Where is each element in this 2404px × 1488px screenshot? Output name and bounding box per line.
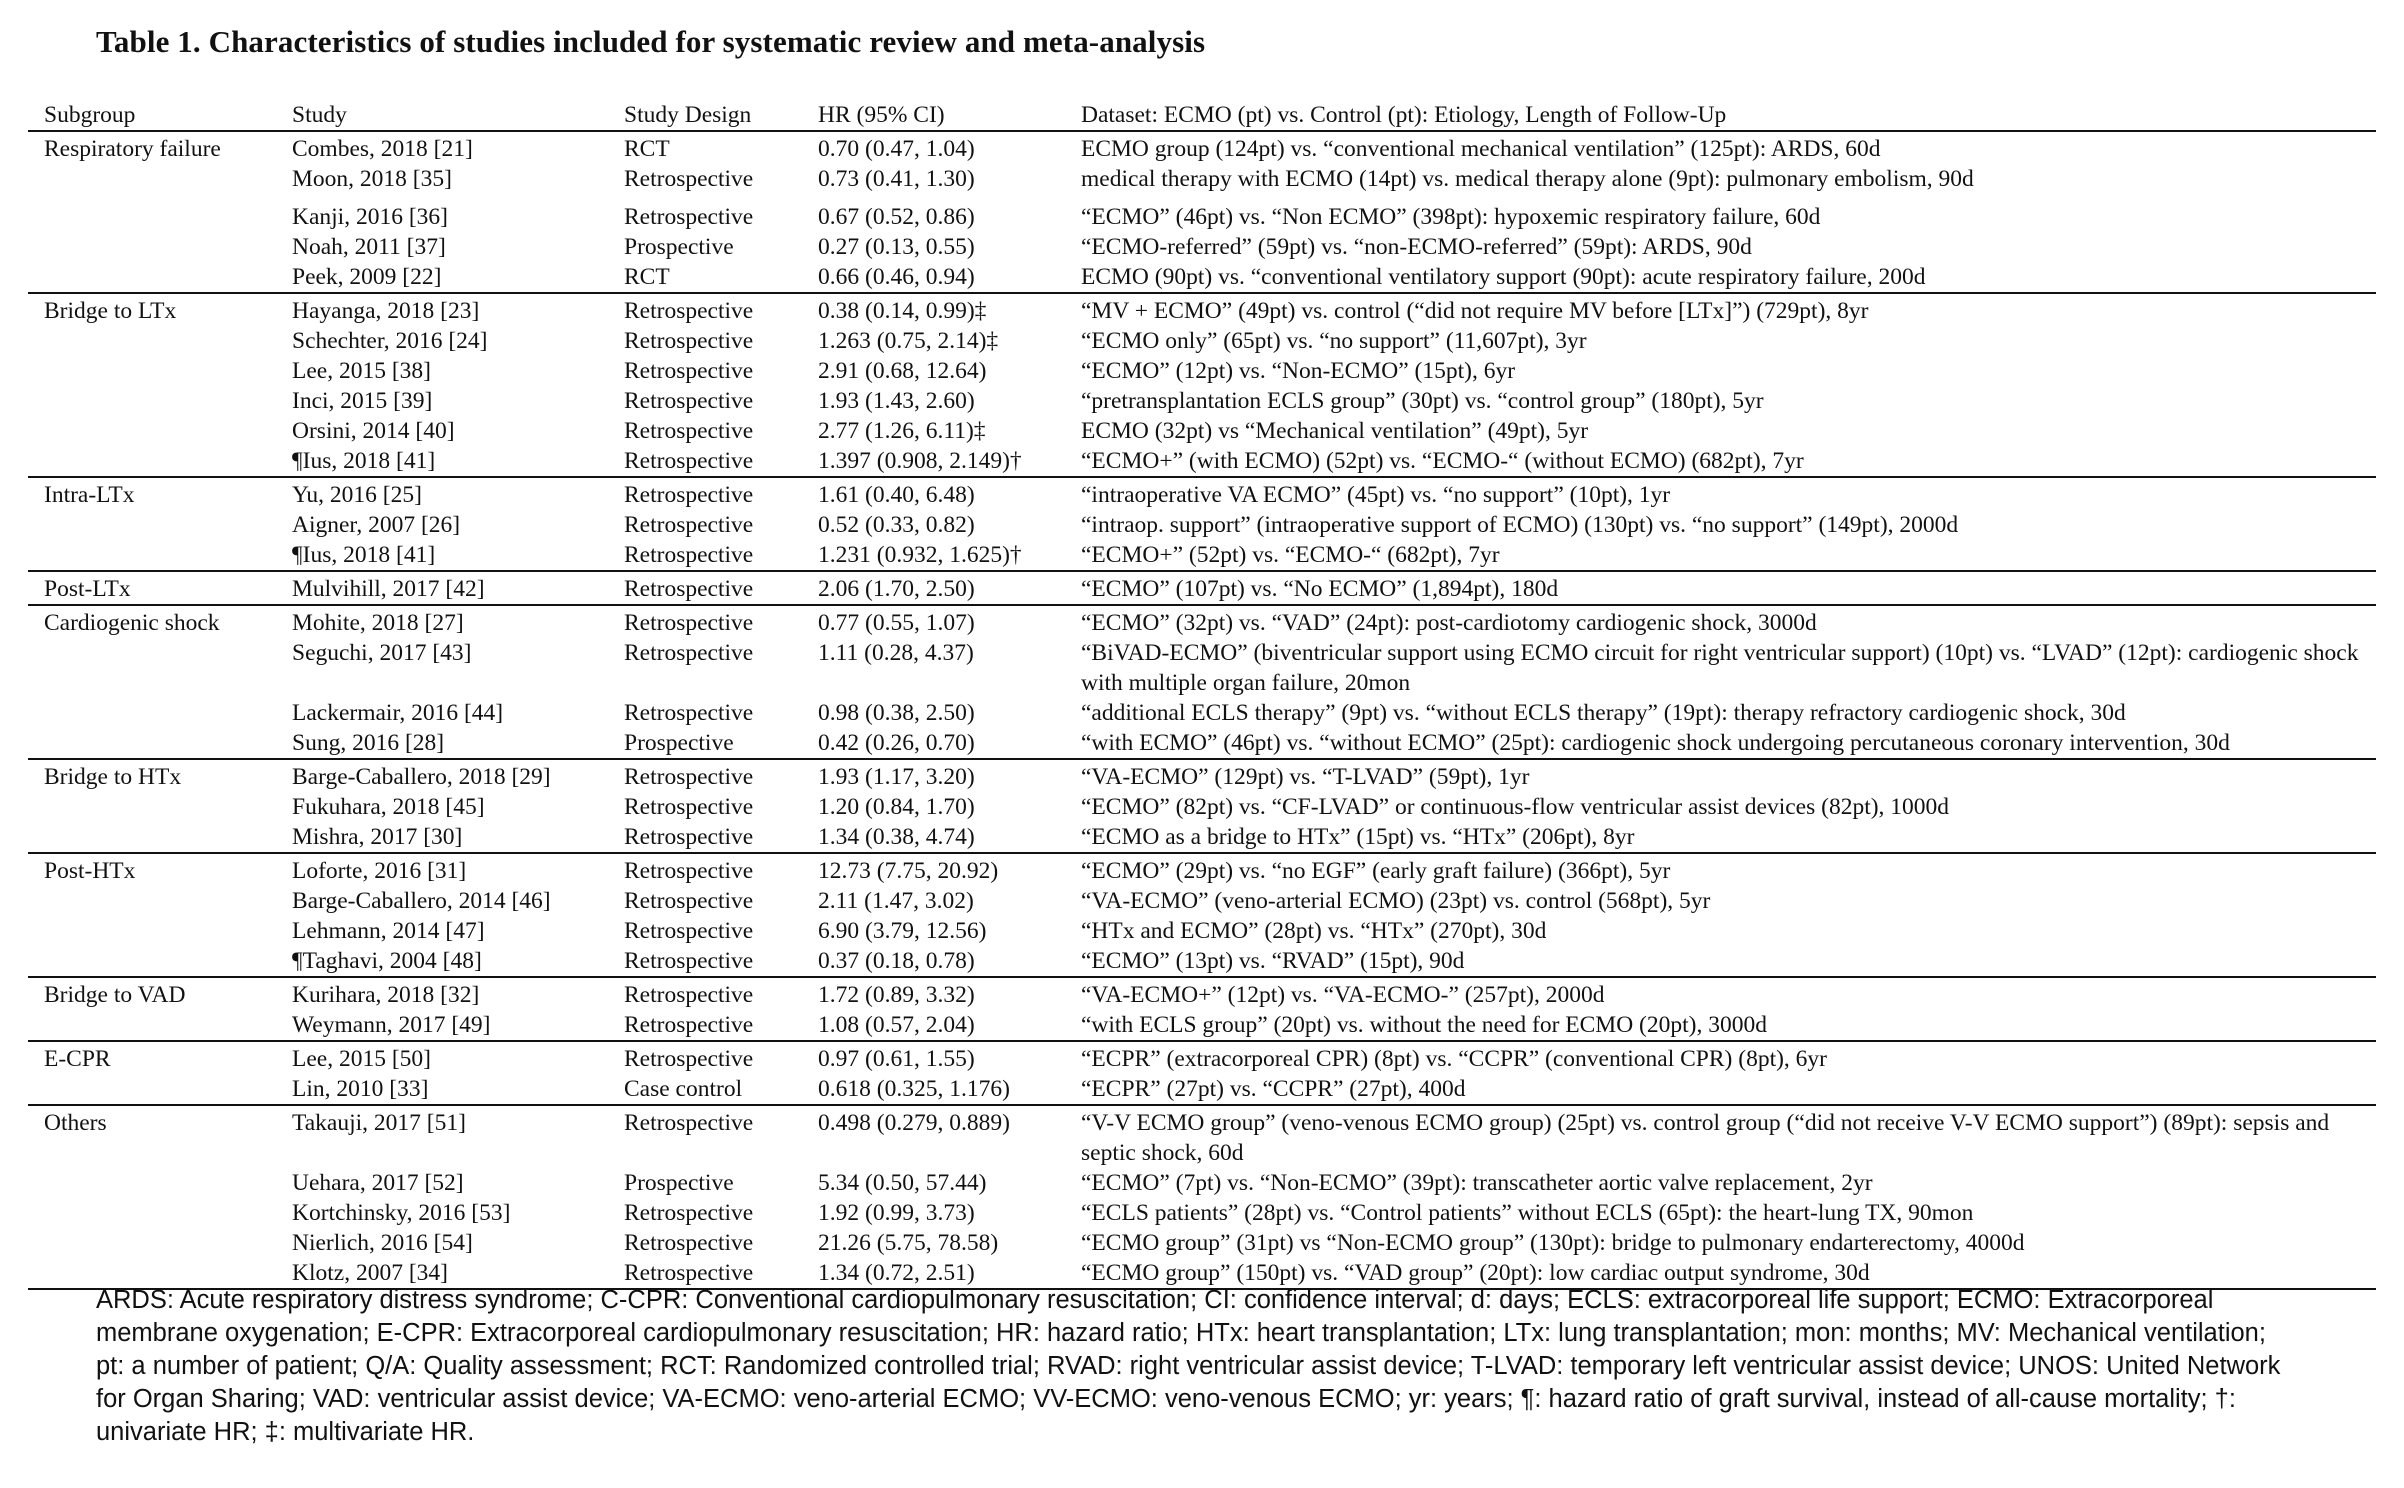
dataset-cell: ECMO group (124pt) vs. “conventional mechanical ventilation” (125pt): ARDS, 60d: [1081, 136, 1881, 162]
design-cell: Retrospective: [624, 204, 754, 230]
dataset-cell: “intraoperative VA ECMO” (45pt) vs. “no support” (10pt), 1yr: [1081, 482, 1671, 508]
hr-cell: 1.231 (0.932, 1.625)†: [818, 542, 1022, 568]
hr-cell: 1.397 (0.908, 2.149)†: [818, 448, 1022, 474]
design-cell: Prospective: [624, 1170, 734, 1196]
table-row: [28, 232, 2376, 262]
study-cell: Moon, 2018 [35]: [292, 166, 452, 192]
study-cell: Kurihara, 2018 [32]: [292, 982, 480, 1008]
study-cell: Klotz, 2007 [34]: [292, 1260, 448, 1286]
design-cell: Retrospective: [624, 918, 754, 944]
study-cell: Combes, 2018 [21]: [292, 136, 473, 162]
table-row: [28, 202, 2376, 232]
study-cell: Kanji, 2016 [36]: [292, 204, 448, 230]
subgroup-section: [28, 1104, 2376, 1288]
design-cell: Retrospective: [624, 512, 754, 538]
subgroup-cell: Bridge to HTx: [44, 764, 182, 790]
design-cell: Retrospective: [624, 166, 754, 192]
hr-cell: 5.34 (0.50, 57.44): [818, 1170, 987, 1196]
hr-cell: 1.72 (0.89, 3.32): [818, 982, 975, 1008]
hr-cell: 1.20 (0.84, 1.70): [818, 794, 975, 820]
design-cell: Retrospective: [624, 1230, 754, 1256]
dataset-cell: “VA-ECMO” (veno-arterial ECMO) (23pt) vs. control (568pt), 5yr: [1081, 888, 1711, 914]
subgroup-section: [28, 130, 2376, 292]
table-row: [28, 946, 2376, 976]
dataset-cell: “ECLS patients” (28pt) vs. “Control patients” without ECLS (65pt): the heart-lung TX, 90mon: [1081, 1200, 1974, 1226]
study-cell: Weymann, 2017 [49]: [292, 1012, 491, 1038]
study-cell: Uehara, 2017 [52]: [292, 1170, 464, 1196]
table-row: [28, 698, 2376, 728]
table-row: [28, 326, 2376, 356]
design-cell: Retrospective: [624, 298, 754, 324]
header-hr: HR (95% CI): [818, 102, 945, 128]
study-cell: ¶Ius, 2018 [41]: [292, 542, 436, 568]
study-cell: Mishra, 2017 [30]: [292, 824, 463, 850]
table-row: [28, 416, 2376, 446]
subgroup-section: [28, 976, 2376, 1040]
design-cell: Retrospective: [624, 700, 754, 726]
design-cell: Retrospective: [624, 1260, 754, 1286]
study-cell: ¶Taghavi, 2004 [48]: [292, 948, 482, 974]
table-title: Table 1. Characteristics of studies included for systematic review and meta-analysis: [96, 24, 1206, 59]
dataset-cell: “ECMO” (13pt) vs. “RVAD” (15pt), 90d: [1081, 948, 1465, 974]
dataset-cell: “BiVAD-ECMO” (biventricular support using ECMO circuit for right ventricular support) (10pt) vs. “LVAD” (12pt): cardiogenic shock with multiple organ failure, 20mon: [1081, 640, 2359, 696]
subgroup-cell: Bridge to LTx: [44, 298, 177, 324]
hr-cell: 0.77 (0.55, 1.07): [818, 610, 975, 636]
dataset-cell: “ECMO-referred” (59pt) vs. “non-ECMO-referred” (59pt): ARDS, 90d: [1081, 234, 1752, 260]
hr-cell: 12.73 (7.75, 20.92): [818, 858, 999, 884]
dataset-cell: “ECMO” (46pt) vs. “Non ECMO” (398pt): hypoxemic respiratory failure, 60d: [1081, 204, 1821, 230]
table-row: [28, 916, 2376, 946]
study-cell: Lin, 2010 [33]: [292, 1076, 429, 1102]
study-cell: Loforte, 2016 [31]: [292, 858, 467, 884]
hr-cell: 0.67 (0.52, 0.86): [818, 204, 975, 230]
subgroup-cell: Cardiogenic shock: [44, 610, 220, 636]
hr-cell: 1.34 (0.38, 4.74): [818, 824, 975, 850]
dataset-cell: “VA-ECMO+” (12pt) vs. “VA-ECMO-” (257pt), 2000d: [1081, 982, 1605, 1008]
table-row: [28, 262, 2376, 292]
design-cell: Retrospective: [624, 1046, 754, 1072]
table-row: [28, 728, 2376, 758]
design-cell: Retrospective: [624, 482, 754, 508]
hr-cell: 0.618 (0.325, 1.176): [818, 1076, 1010, 1102]
hr-cell: 1.263 (0.75, 2.14)‡: [818, 328, 999, 354]
table-row: [28, 446, 2376, 476]
dataset-cell: “ECMO” (12pt) vs. “Non-ECMO” (15pt), 6yr: [1081, 358, 1516, 384]
dataset-cell: medical therapy with ECMO (14pt) vs. medical therapy alone (9pt): pulmonary embolism, 90d: [1081, 166, 1974, 192]
table-row: [28, 1228, 2376, 1258]
study-cell: Mulvihill, 2017 [42]: [292, 576, 485, 602]
hr-cell: 2.06 (1.70, 2.50): [818, 576, 975, 602]
hr-cell: 1.11 (0.28, 4.37): [818, 640, 974, 666]
dataset-cell: “pretransplantation ECLS group” (30pt) vs. “control group” (180pt), 5yr: [1081, 388, 1764, 414]
study-cell: Yu, 2016 [25]: [292, 482, 422, 508]
hr-cell: 0.70 (0.47, 1.04): [818, 136, 975, 162]
dataset-cell: “ECMO” (82pt) vs. “CF-LVAD” or continuous-flow ventricular assist devices (82pt), 1000d: [1081, 794, 1950, 820]
design-cell: RCT: [624, 264, 670, 290]
table-row: [28, 386, 2376, 416]
hr-cell: 1.34 (0.72, 2.51): [818, 1260, 975, 1286]
hr-cell: 0.52 (0.33, 0.82): [818, 512, 975, 538]
hr-cell: 0.42 (0.26, 0.70): [818, 730, 975, 756]
study-cell: Aigner, 2007 [26]: [292, 512, 461, 538]
hr-cell: 0.73 (0.41, 1.30): [818, 166, 975, 192]
hr-cell: 2.77 (1.26, 6.11)‡: [818, 418, 986, 444]
dataset-cell: “intraop. support” (intraoperative support of ECMO) (130pt) vs. “no support” (149pt), 2000d: [1081, 512, 1959, 538]
subgroup-cell: E-CPR: [44, 1046, 111, 1072]
table-row: [28, 856, 2376, 886]
design-cell: Retrospective: [624, 824, 754, 850]
table-row: [28, 608, 2376, 638]
dataset-cell: “HTx and ECMO” (28pt) vs. “HTx” (270pt), 30d: [1081, 918, 1547, 944]
hr-cell: 0.38 (0.14, 0.99)‡: [818, 298, 987, 324]
dataset-cell: “ECMO+” (with ECMO) (52pt) vs. “ECMO-“ (without ECMO) (682pt), 7yr: [1081, 448, 1804, 474]
hr-cell: 1.08 (0.57, 2.04): [818, 1012, 975, 1038]
study-cell: ¶Ius, 2018 [41]: [292, 448, 436, 474]
study-cell: Schechter, 2016 [24]: [292, 328, 488, 354]
subgroup-cell: Bridge to VAD: [44, 982, 186, 1008]
study-cell: Peek, 2009 [22]: [292, 264, 442, 290]
dataset-cell: “ECMO+” (52pt) vs. “ECMO-“ (682pt), 7yr: [1081, 542, 1500, 568]
study-cell: Barge-Caballero, 2014 [46]: [292, 888, 551, 914]
subgroup-section: [28, 1040, 2376, 1104]
table-row: [28, 296, 2376, 326]
design-cell: Retrospective: [624, 764, 754, 790]
study-cell: Seguchi, 2017 [43]: [292, 640, 472, 666]
table-footnote: ARDS: Acute respiratory distress syndrome; C-CPR: Conventional cardiopulmonary resuscitation; CI: confidence interval; d: days; ECLS: extracorporeal life support; ECMO: Extracorporeal membrane oxygenation; E-CPR: Extracorporeal cardiopulmonary resuscitation; HR: hazard ratio; HTx: heart transplantation; LTx: lung transplantation; mon: months; MV: Mechanical ventilation; pt: a number of patient; Q/A: Quality assessment; RCT: Randomized controlled trial; RVAD: right ventricular assist device; T-LVAD: temporary left ventricular assist device; UNOS: United Network for Organ Sharing; VAD: ventricular assist device; VA-ECMO: veno-arterial ECMO; VV-ECMO: veno-venous ECMO; yr: years; ¶: hazard ratio of graft survival, instead of all-cause mortality; †: univariate HR; ‡: multivariate HR.: [96, 1286, 2281, 1446]
design-cell: Prospective: [624, 234, 734, 260]
table-header-row: [28, 100, 2376, 130]
dataset-cell: “VA-ECMO” (129pt) vs. “T-LVAD” (59pt), 1yr: [1081, 764, 1530, 790]
hr-cell: 21.26 (5.75, 78.58): [818, 1230, 999, 1256]
dataset-cell: “with ECMO” (46pt) vs. “without ECMO” (25pt): cardiogenic shock undergoing percutaneous coronary intervention, 30d: [1081, 730, 2230, 756]
design-cell: Retrospective: [624, 858, 754, 884]
table-row: [28, 1198, 2376, 1228]
table-row: [28, 638, 2376, 698]
design-cell: Case control: [624, 1076, 743, 1102]
dataset-cell: “with ECLS group” (20pt) vs. without the need for ECMO (20pt), 3000d: [1081, 1012, 1767, 1038]
dataset-cell: “additional ECLS therapy” (9pt) vs. “without ECLS therapy” (19pt): therapy refractory cardiogenic shock, 30d: [1081, 700, 2126, 726]
dataset-cell: “ECMO” (32pt) vs. “VAD” (24pt): post-cardiotomy cardiogenic shock, 3000d: [1081, 610, 1817, 636]
study-cell: Mohite, 2018 [27]: [292, 610, 464, 636]
design-cell: Retrospective: [624, 328, 754, 354]
header-dataset: Dataset: ECMO (pt) vs. Control (pt): Etiology, Length of Follow-Up: [1081, 102, 1727, 128]
dataset-cell: “ECMO only” (65pt) vs. “no support” (11,607pt), 3yr: [1081, 328, 1587, 354]
table-row: [28, 510, 2376, 540]
study-cell: Inci, 2015 [39]: [292, 388, 433, 414]
design-cell: Retrospective: [624, 1200, 754, 1226]
study-cell: Lehmann, 2014 [47]: [292, 918, 485, 944]
subgroup-section: [28, 292, 2376, 476]
hr-cell: 2.11 (1.47, 3.02): [818, 888, 974, 914]
design-cell: Prospective: [624, 730, 734, 756]
table-row: [28, 980, 2376, 1010]
design-cell: Retrospective: [624, 948, 754, 974]
hr-cell: 0.37 (0.18, 0.78): [818, 948, 975, 974]
study-cell: Kortchinsky, 2016 [53]: [292, 1200, 511, 1226]
subgroup-cell: Post-HTx: [44, 858, 136, 884]
design-cell: Retrospective: [624, 640, 754, 666]
subgroup-section: [28, 604, 2376, 758]
design-cell: Retrospective: [624, 542, 754, 568]
design-cell: RCT: [624, 136, 670, 162]
design-cell: Retrospective: [624, 610, 754, 636]
hr-cell: 1.93 (1.43, 2.60): [818, 388, 975, 414]
table-row: [28, 540, 2376, 570]
dataset-cell: “ECPR” (extracorporeal CPR) (8pt) vs. “CCPR” (conventional CPR) (8pt), 6yr: [1081, 1046, 1827, 1072]
table-row: [28, 134, 2376, 164]
subgroup-section: [28, 852, 2376, 976]
table-row: [28, 574, 2376, 604]
subgroup-section: [28, 570, 2376, 604]
design-cell: Retrospective: [624, 418, 754, 444]
subgroup-section: [28, 476, 2376, 570]
subgroup-cell: Intra-LTx: [44, 482, 135, 508]
hr-cell: 0.66 (0.46, 0.94): [818, 264, 975, 290]
table-row: [28, 886, 2376, 916]
subgroup-cell: Others: [44, 1110, 107, 1136]
table-row: [28, 762, 2376, 792]
design-cell: Retrospective: [624, 888, 754, 914]
study-cell: Orsini, 2014 [40]: [292, 418, 455, 444]
table-row: [28, 1044, 2376, 1074]
subgroup-section: [28, 758, 2376, 852]
header-study-design: Study Design: [624, 102, 752, 128]
design-cell: Retrospective: [624, 576, 754, 602]
study-cell: Sung, 2016 [28]: [292, 730, 445, 756]
table-row: [28, 792, 2376, 822]
table-row: [28, 1074, 2376, 1104]
hr-cell: 1.61 (0.40, 6.48): [818, 482, 975, 508]
study-cell: Lee, 2015 [38]: [292, 358, 431, 384]
table-row: [28, 1168, 2376, 1198]
study-cell: Lackermair, 2016 [44]: [292, 700, 504, 726]
design-cell: Retrospective: [624, 982, 754, 1008]
hr-cell: 0.27 (0.13, 0.55): [818, 234, 975, 260]
dataset-cell: “ECMO” (107pt) vs. “No ECMO” (1,894pt), 180d: [1081, 576, 1559, 602]
header-study: Study: [292, 102, 347, 128]
design-cell: Retrospective: [624, 358, 754, 384]
dataset-cell: “ECMO group” (31pt) vs “Non-ECMO group” (130pt): bridge to pulmonary endarterectomy, 4000d: [1081, 1230, 2025, 1256]
dataset-cell: “ECMO as a bridge to HTx” (15pt) vs. “HTx” (206pt), 8yr: [1081, 824, 1635, 850]
hr-cell: 1.92 (0.99, 3.73): [818, 1200, 975, 1226]
study-cell: Nierlich, 2016 [54]: [292, 1230, 473, 1256]
study-cell: Barge-Caballero, 2018 [29]: [292, 764, 551, 790]
dataset-cell: “ECPR” (27pt) vs. “CCPR” (27pt), 400d: [1081, 1076, 1466, 1102]
subgroup-cell: Post-LTx: [44, 576, 131, 602]
hr-cell: 0.498 (0.279, 0.889): [818, 1110, 1010, 1136]
dataset-cell: “MV + ECMO” (49pt) vs. control (“did not require MV before [LTx]”) (729pt), 8yr: [1081, 298, 1869, 324]
design-cell: Retrospective: [624, 448, 754, 474]
study-cell: Noah, 2011 [37]: [292, 234, 446, 260]
subgroup-cell: Respiratory failure: [44, 136, 221, 162]
design-cell: Retrospective: [624, 1012, 754, 1038]
dataset-cell: ECMO (90pt) vs. “conventional ventilatory support (90pt): acute respiratory failure, 200d: [1081, 264, 1926, 290]
table-body: [28, 130, 2376, 1290]
characteristics-table: [28, 100, 2376, 1290]
table-row: [28, 164, 2376, 194]
hr-cell: 0.97 (0.61, 1.55): [818, 1046, 975, 1072]
study-cell: Fukuhara, 2018 [45]: [292, 794, 485, 820]
hr-cell: 6.90 (3.79, 12.56): [818, 918, 987, 944]
design-cell: Retrospective: [624, 794, 754, 820]
study-cell: Hayanga, 2018 [23]: [292, 298, 480, 324]
dataset-cell: “V-V ECMO group” (veno-venous ECMO group) (25pt) vs. control group (“did not receive V-V ECMO support”) (89pt): sepsis and septic shock, 60d: [1081, 1110, 2330, 1166]
hr-cell: 2.91 (0.68, 12.64): [818, 358, 987, 384]
dataset-cell: ECMO (32pt) vs “Mechanical ventilation” (49pt), 5yr: [1081, 418, 1589, 444]
design-cell: Retrospective: [624, 388, 754, 414]
table-row: [28, 822, 2376, 852]
header-subgroup: Subgroup: [44, 102, 136, 128]
table-row: [28, 1010, 2376, 1040]
table-row: [28, 480, 2376, 510]
dataset-cell: “ECMO group” (150pt) vs. “VAD group” (20pt): low cardiac output syndrome, 30d: [1081, 1260, 1870, 1286]
dataset-cell: “ECMO” (29pt) vs. “no EGF” (early graft failure) (366pt), 5yr: [1081, 858, 1671, 884]
table-row: [28, 1108, 2376, 1168]
design-cell: Retrospective: [624, 1110, 754, 1136]
hr-cell: 0.98 (0.38, 2.50): [818, 700, 975, 726]
study-cell: Lee, 2015 [50]: [292, 1046, 431, 1072]
dataset-cell: “ECMO” (7pt) vs. “Non-ECMO” (39pt): transcatheter aortic valve replacement, 2yr: [1081, 1170, 1873, 1196]
study-cell: Takauji, 2017 [51]: [292, 1110, 466, 1136]
hr-cell: 1.93 (1.17, 3.20): [818, 764, 975, 790]
table-row: [28, 356, 2376, 386]
